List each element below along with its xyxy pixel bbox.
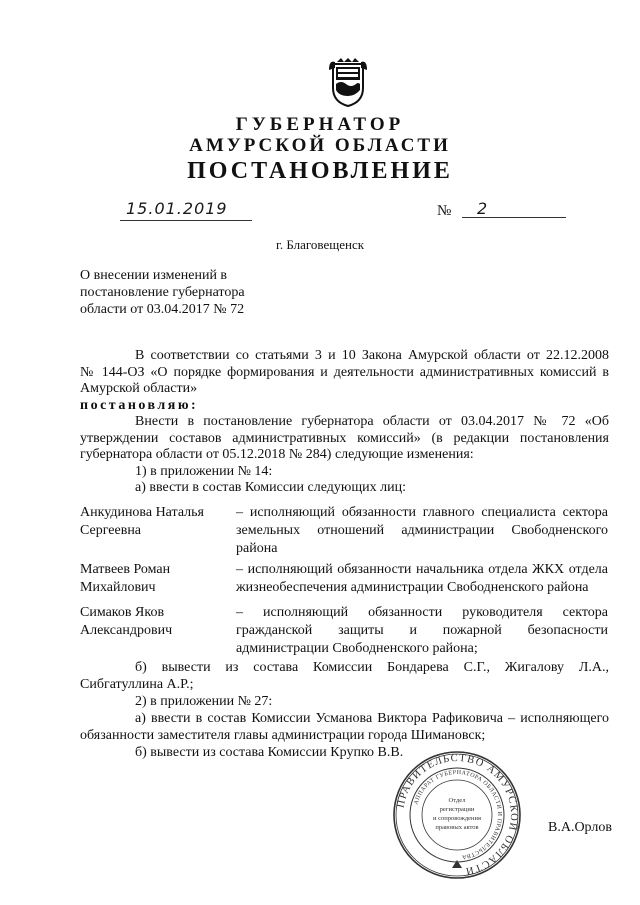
person-description: – исполняющий обязанности руководителя сектора гражданской защиты и пожарной безопасности администрации Свободненского района; xyxy=(236,605,608,656)
seal-center-line: и сопровождения xyxy=(433,815,481,822)
seal-center-line: Отдел xyxy=(448,797,466,804)
list-item: 1) в приложении № 14: xyxy=(135,464,273,479)
list-item: а) ввести в состав Комиссии следующих лиц: xyxy=(135,480,406,495)
number-sign: № xyxy=(437,203,452,219)
seal-inner-text: АППАРАТ ГУБЕРНАТОРА ОБЛАСТИ И ПРАВИТЕЛЬСТВА xyxy=(413,769,503,860)
list-item: б) вывести из состава Комиссии Крупко В.В. xyxy=(135,745,404,760)
list-item: обязанности заместителя главы администрации города Шимановск; xyxy=(80,728,486,743)
title-region: АМУРСКОЙ ОБЛАСТИ xyxy=(189,135,451,156)
list-item: Сибгатуллина А.Р.; xyxy=(80,677,194,692)
resolve-word: постановляю: xyxy=(80,398,199,413)
preamble-line: В соответствии со статьями 3 и 10 Закона Амурской области от 22.12.2008 xyxy=(135,348,609,363)
person-name: Матвеев Роман Михайлович xyxy=(80,562,171,595)
person-description: – исполняющий обязанности начальника отдела ЖКХ отдела жизнеобеспечения администрации Свободненского района xyxy=(236,562,608,595)
official-seal xyxy=(392,750,522,880)
intro-line: утверждении составов административных комиссий» (в редакции постановления xyxy=(80,431,609,446)
seal-center-line: регистрации xyxy=(439,806,475,813)
document-date: 15.01.2019 xyxy=(126,199,228,218)
preamble-line: Амурской области» xyxy=(80,381,198,396)
subject-line: области от 03.04.2017 № 72 xyxy=(80,302,245,317)
signer-name: В.А.Орлов xyxy=(548,820,612,835)
subject-line: постановление губернатора xyxy=(80,285,245,300)
subject-line: О внесении изменений в xyxy=(80,268,228,283)
seal-center-line: правовых актов xyxy=(435,824,479,831)
person-description: – исполняющий обязанности главного специалиста сектора земельных отношений администрации Свободненского района xyxy=(236,505,608,556)
document-type: ПОСТАНОВЛЕНИЕ xyxy=(187,158,453,184)
person-name: Анкудинова Наталья Сергеевна xyxy=(80,505,204,538)
preamble-line: № 144-ОЗ «О порядке формирования и деятельности административных комиссий в xyxy=(80,365,609,380)
coat-of-arms-icon xyxy=(327,58,369,108)
intro-line: губернатора области от 05.12.2018 № 284) следующие изменения: xyxy=(80,447,474,462)
seal-outer-text: ПРАВИТЕЛЬСТВО АМУРСКОЙ ОБЛАСТИ xyxy=(395,752,520,877)
list-item: б) вывести из состава Комиссии Бондарева С.Г., Жигалову Л.А., xyxy=(135,660,609,675)
title-governor: ГУБЕРНАТОР xyxy=(235,114,405,135)
subject xyxy=(80,267,280,318)
person-name: Симаков Яков Александрович xyxy=(80,605,173,638)
list-item: а) ввести в состав Комиссии Усманова Виктора Рафиковича – исполняющего xyxy=(135,711,609,726)
list-item: 2) в приложении № 27: xyxy=(135,694,273,709)
intro-line: Внести в постановление губернатора области от 03.04.2017 № 72 «Об xyxy=(135,414,609,429)
city: г. Благовещенск xyxy=(275,237,365,252)
document-number: 2 xyxy=(477,199,488,218)
